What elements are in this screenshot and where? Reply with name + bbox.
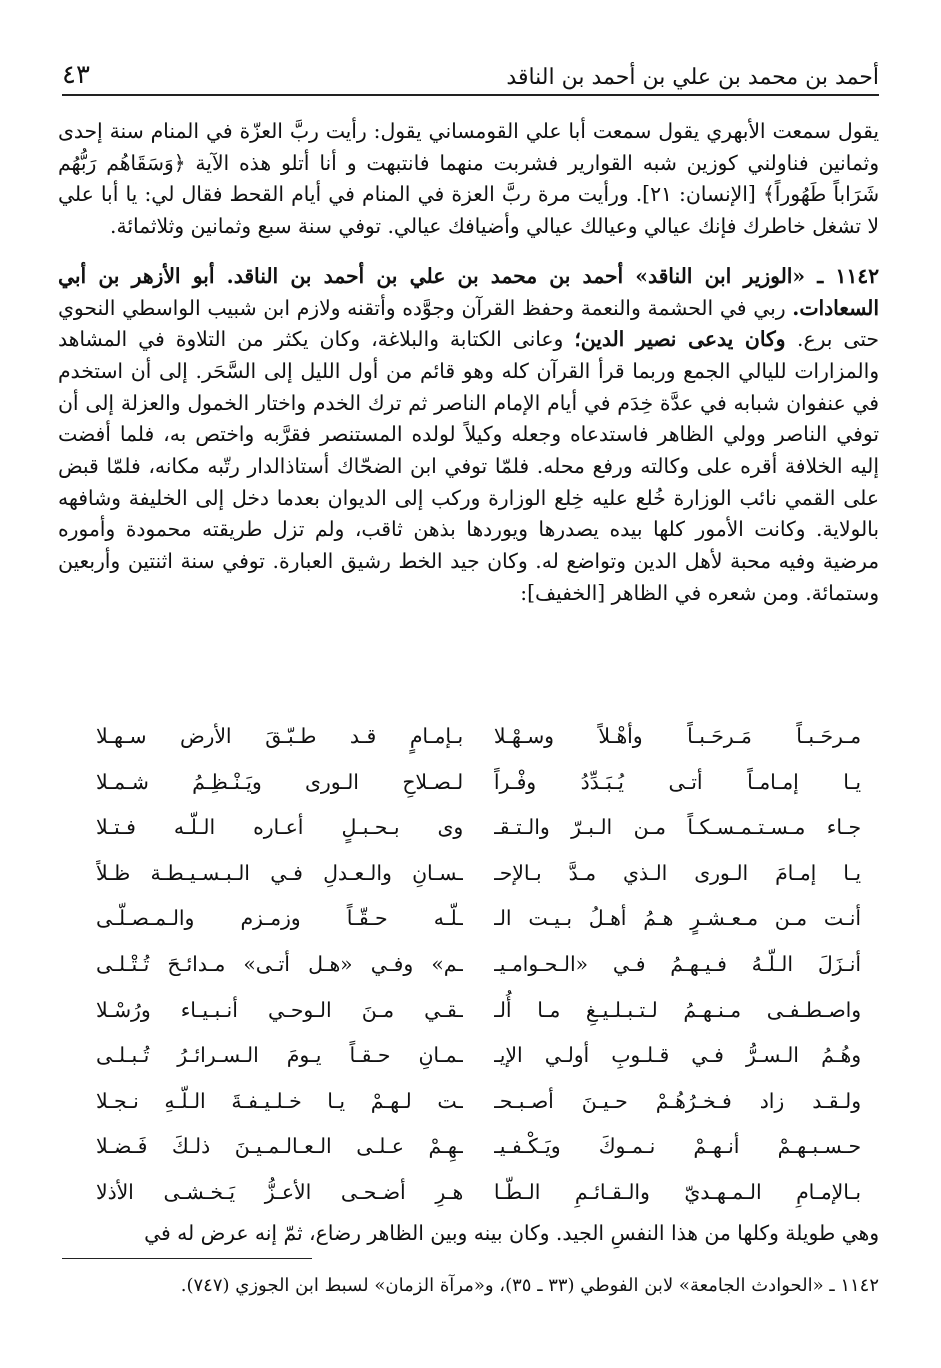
verse-line — [96, 1079, 861, 1125]
main-text — [58, 116, 879, 610]
verse-second-hemistich: ـم» وفـي «هـل أتـى» مـدائـحَ تُـتْـلـى — [96, 951, 464, 976]
verse-first-hemistich: أنـت مـن مـعـشـرٍ هـمُ أهـلُ بـيـت الـ — [493, 906, 861, 931]
entry-heading: ١١٤٢ ـ «الوزير ابن الناقد» أحمد بن محمد بن علي بن أحمد بن الناقد. أبو الأزهر بن أبي السعادات. — [58, 263, 879, 320]
verse-line — [96, 1124, 861, 1170]
verse-first-hemistich: أنـزَلَ الـلّـهُ فـيـهـمُ فـي «الـحـوامـيـ — [493, 951, 861, 976]
verse-second-hemistich: ـت لـهـمْ يـا خـلـيـفـةَ الـلّـهِ نـجـلا — [96, 1088, 464, 1113]
verse-line — [96, 896, 861, 942]
verse-first-hemistich: يـا إمـامـاً أتـى يُـبَـدِّدُ وفْـراً — [493, 769, 861, 794]
verse-first-hemistich: بـالإمـامِ الـمـهـديّ والـقـائـمِ الـطّـا — [493, 1179, 861, 1204]
footnote-divider — [62, 1258, 312, 1259]
verse-line — [96, 988, 861, 1034]
verse-second-hemistich: ـهِـمْ عـلـى الـعـالـمـيـنَ ذلـكَ فَـضـلا — [96, 1134, 464, 1159]
verse-line — [96, 942, 861, 988]
entry-text-b: وعانى الكتابة والبلاغة، وكان يكثر من التلاوة في المشاهد والمزارات لليالي الجمع وربما قرأ القرآن كله وهو قائم من أول الليل إلى السَّحَر. إلى أن استخدم في عنفوان شبابه في عدَّة خِدَم في أيام الإمام الناصر ثم ترك الخدم واختار الخمول والعزلة إلى أن توفي الناصر وولي الظاهر فاستدعاه وجعله وكيلاً لولده المستنصر فقرَّبه واختص به، فلما أفضت إليه الخلافة أقره على وكالته ورفع محله. فلمّا توفي ابن الضحّاك أستاذالدار رتّبه مكانه، فلمّا قبض على القمي نائب الوزارة خُلع عليه خِلع الوزارة وركب إلى الديوان بعدما دخل إلى الخليفة وشافهه بالولاية. وكانت الأمور كلها بيده يصدرها ويوردها بذهن ثاقب، ولم تزل طريقته محمودة وأموره مرضية وفيه محبة لأهل الدين وتواضع له. وكان جيد الخط رشيق العبارة. توفي سنة اثنتين وأربعين وستمائة. ومن شعره في الظاهر [الخفيف]: — [58, 327, 879, 605]
verse-second-hemistich: وى بـحـبـلٍ أعـاره الـلّـه فـتـلا — [96, 815, 464, 840]
verse-line — [96, 714, 861, 760]
footnote: ١١٤٢ ـ «الحوادث الجامعة» لابن الفوطي (٣٣ ـ ٣٥)، و«مرآة الزمان» لسبط ابن الجوزي (٧٤٧). — [180, 1275, 879, 1296]
entry-laqab: وكان يدعى نصير الدين؛ — [574, 327, 798, 352]
verse-line — [96, 760, 861, 806]
verse-second-hemistich: هـرِ أضـحـى الأعـزُّ يَـخـشـى الأذلا — [96, 1179, 464, 1204]
verse-second-hemistich: ـلّـه حـقّـاً وزمـزم والـمـصـلّـى — [96, 906, 464, 931]
page-number: ٤٣ — [62, 60, 90, 90]
paragraph-1: يقول سمعت الأبهري يقول سمعت أبا علي القومساني يقول: رأيت ربَّ العزّة في المنام سنة إحدى وثمانين فناولني كوزين شبه القوارير فشربت منهما فانتبهت و أنا أتلو هذه الآية ﴿وَسَقَاهُم رَبُّهُم شَرَاباً طَهُوراً﴾ [الإنسان: ٢١]. ورأيت مرة ربَّ العزة في المنام في أيام القحط فقال لي: يا أبا علي لا تشغل خاطرك فإنك عيالي وعيالك عيالي وأضيافك عيالي. توفي سنة سبع وثمانين وثلاثمائة. — [58, 119, 879, 239]
verse-line — [96, 1033, 861, 1079]
verse-first-hemistich: جـاء مـسـتـمـسـكـاً مـن الـبـرّ والـتـقـ — [493, 815, 861, 840]
running-title: أحمد بن محمد بن علي بن أحمد بن الناقد — [506, 65, 879, 90]
verse-line — [96, 851, 861, 897]
poem — [96, 714, 861, 1216]
verse-line — [96, 805, 861, 851]
verse-second-hemistich: ـقـي مـنَ الـوحـي أنـبـيـاء ورُسْـلا — [96, 997, 464, 1022]
page-header — [62, 48, 879, 96]
verse-second-hemistich: ـمـانِ حـقـاً يـومَ الـسـرائـرُ تُـبـلـى — [96, 1043, 464, 1068]
verse-second-hemistich: ـسـانِ والـعـدلِ فـي الـبـسـيـطـة ظـلاً — [96, 860, 464, 885]
verse-first-hemistich: حـسـبـهـمْ أنـهـمْ نـمـوكَ ويَـكْـفـيـ — [493, 1134, 861, 1159]
verse-first-hemistich: يـا إمـامَ الـورى الـذي مـدَّ بـالإحـ — [493, 860, 861, 885]
verse-second-hemistich: بـإمـامٍ قـد طـبّـقَ الأرض سـهـلا — [96, 724, 464, 748]
verse-first-hemistich: ولـقـد زاد فـخـرُهُـمْ حـيـنَ أصـبـحـ — [493, 1088, 861, 1113]
verse-line — [96, 1170, 861, 1216]
verse-first-hemistich: مـرحَـبـاً مَـرحَـبـاً وأهْـلاً وسـهْـلا — [493, 724, 861, 748]
entry-text-a: ربي في الحشمة والنعمة وحفظ القرآن وجوَّده وأتقنه ولازم ابن شبيب الواسطي النحوي حتى برع. — [58, 295, 879, 352]
verse-second-hemistich: لـصـلاحِ الـورى ويَـنْـظِـمُ شـمـلا — [96, 769, 464, 794]
paragraph-2 — [58, 261, 879, 610]
continuation-text: وهي طويلة وكلها من هذا النفسِ الجيد. وكان بينه وبين الظاهر رضاع، ثمّ إنه عرض له في — [144, 1221, 879, 1245]
verse-first-hemistich: واصـطـفـى مـنـهـمُ لـتـبـلـيـغِ مـا أُلـ — [493, 997, 861, 1022]
verse-first-hemistich: وهُـمُ الـسـرُّ فـي قـلـوبِ أولـي الإيـ — [493, 1043, 861, 1068]
